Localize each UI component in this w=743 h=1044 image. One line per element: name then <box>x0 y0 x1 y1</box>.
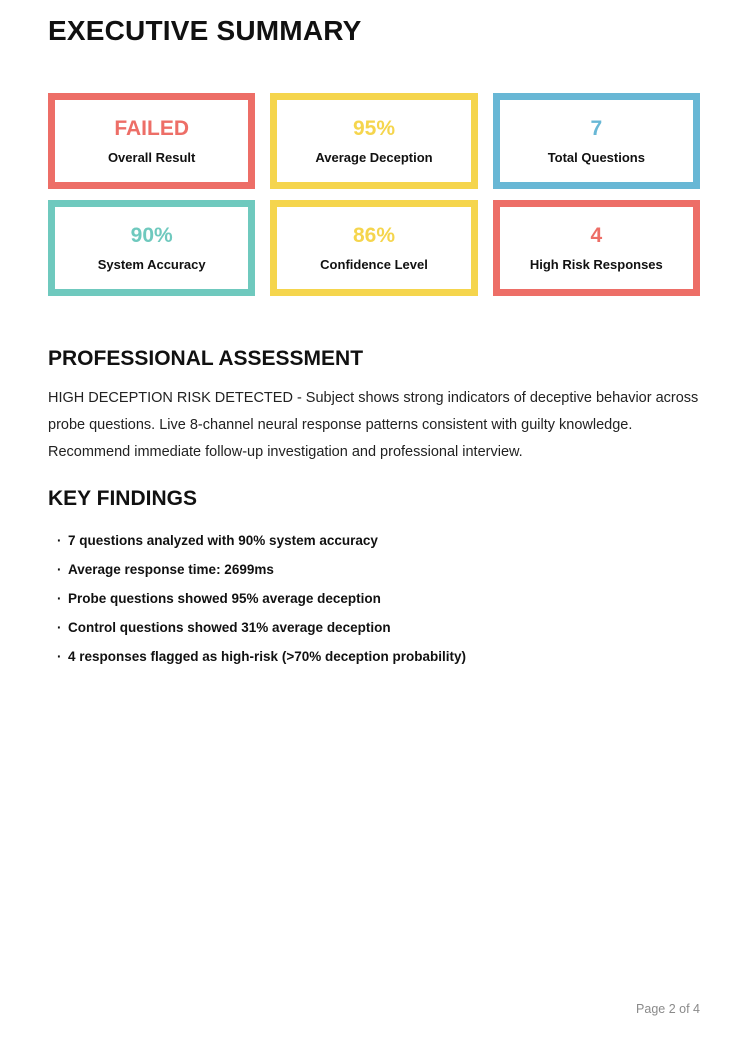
metric-card-high-risk-responses <box>493 200 700 296</box>
finding-item: · 4 responses flagged as high-risk (>70% deception probability) <box>68 642 700 671</box>
metric-value: 95% <box>352 117 395 141</box>
metric-label: Total Questions <box>547 149 645 165</box>
metric-label: System Accuracy <box>97 256 206 272</box>
assessment-paragraph: HIGH DECEPTION RISK DETECTED - Subject shows strong indicators of deceptive behavior across probe questions. Live 8-channel neural response patterns consistent with guilty knowledge. Recommend immediate follow-up investigation and professional interview. <box>48 390 699 460</box>
page-title: EXECUTIVE SUMMARY <box>48 15 362 46</box>
metric-card-confidence-level <box>270 200 477 296</box>
metric-value: 90% <box>130 224 173 248</box>
metric-value: 7 <box>590 117 603 141</box>
page-footer: Page 2 of 4 <box>636 1002 700 1016</box>
metric-card-average-deception <box>270 93 477 189</box>
assessment-heading: PROFESSIONAL ASSESSMENT <box>48 347 364 370</box>
finding-item: · Probe questions showed 95% average deception <box>68 584 700 613</box>
metrics-grid <box>48 93 700 296</box>
metric-card-total-questions <box>493 93 700 189</box>
key-findings-heading: KEY FINDINGS <box>48 487 197 510</box>
finding-item: · 7 questions analyzed with 90% system accuracy <box>68 526 700 555</box>
metric-value: 86% <box>352 224 395 248</box>
metric-value: 4 <box>590 224 603 248</box>
metric-label: High Risk Responses <box>529 256 663 272</box>
metric-label: Average Deception <box>315 149 433 165</box>
metric-value: FAILED <box>114 117 189 141</box>
finding-item: · Control questions showed 31% average deception <box>68 613 700 642</box>
metric-card-overall-result <box>48 93 255 189</box>
metric-label: Confidence Level <box>320 256 428 272</box>
findings-list <box>48 526 700 671</box>
metric-label: Overall Result <box>107 149 196 165</box>
metric-card-system-accuracy <box>48 200 255 296</box>
finding-item: · Average response time: 2699ms <box>68 555 700 584</box>
